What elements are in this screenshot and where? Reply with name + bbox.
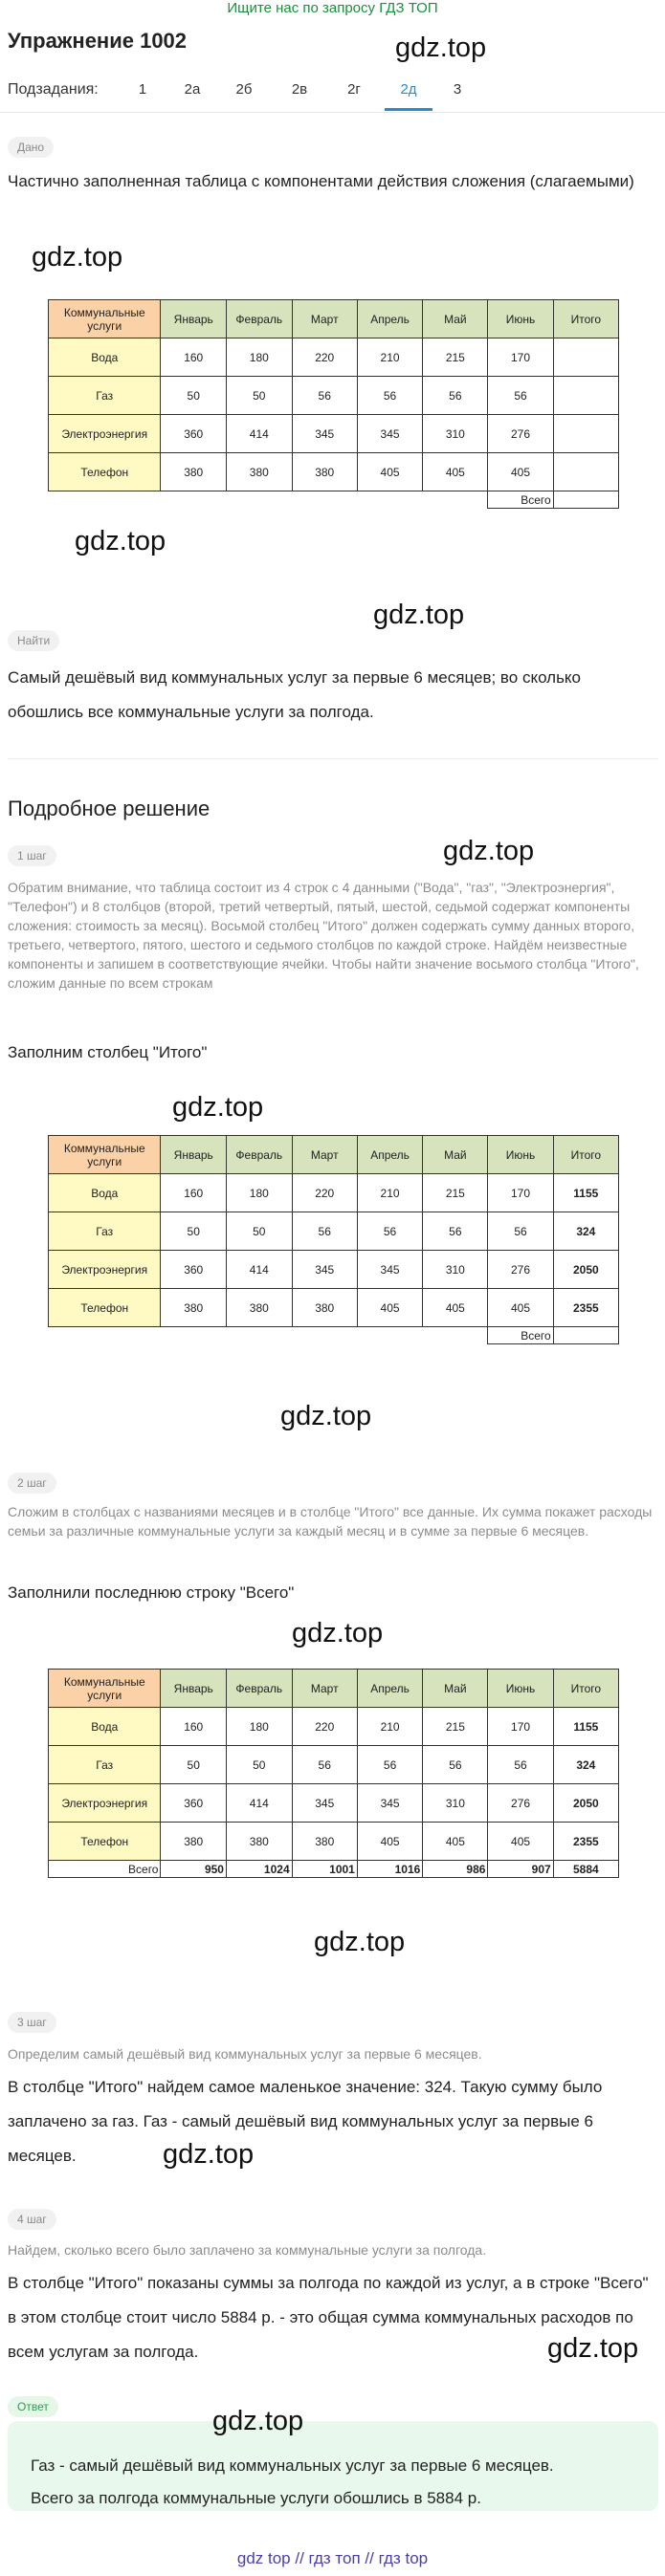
- grand-total: 5884: [553, 1861, 618, 1878]
- cell: 405: [423, 1289, 488, 1327]
- tab-subtask-2b[interactable]: 2б: [235, 81, 253, 98]
- month-header: Февраль: [226, 300, 292, 338]
- cell: 50: [226, 1212, 292, 1251]
- tab-subtask-2d[interactable]: 2д: [400, 81, 417, 98]
- month-header: Июнь: [488, 1670, 553, 1708]
- row-total: 324: [553, 1746, 618, 1784]
- row-total: 324: [553, 1212, 618, 1251]
- column-total: 950: [161, 1861, 226, 1878]
- cell: 56: [488, 1746, 553, 1784]
- cell: 405: [488, 1289, 553, 1327]
- cell: 50: [226, 1746, 292, 1784]
- cell: 405: [423, 453, 488, 491]
- cell: 210: [357, 338, 422, 377]
- month-header: Апрель: [357, 300, 422, 338]
- footer-separator: //: [295, 2549, 304, 2567]
- empty-total-cell: [553, 1327, 618, 1344]
- cell: 380: [226, 453, 292, 491]
- empty-total-cell: [553, 377, 618, 415]
- step3-explanation: Определим самый дешёвый вид коммунальных услуг за первые 6 месяцев.: [8, 2046, 482, 2062]
- cell: 180: [226, 1708, 292, 1746]
- footer-spacer: [49, 1327, 488, 1344]
- section-divider: [8, 758, 658, 759]
- cell: 215: [423, 338, 488, 377]
- top-search-link[interactable]: Ищите нас по запросу ГДЗ ТОП: [227, 0, 438, 16]
- row-label: Электроэнергия: [49, 1784, 161, 1823]
- cell: 56: [292, 1212, 357, 1251]
- cell: 380: [292, 1289, 357, 1327]
- month-header: Апрель: [357, 1670, 422, 1708]
- cell: 345: [357, 1251, 422, 1289]
- footer-separator: //: [365, 2549, 374, 2567]
- watermark: gdz.top: [32, 242, 123, 273]
- step3-pill: 3 шаг: [8, 2012, 56, 2033]
- cell: 360: [161, 1251, 226, 1289]
- watermark: gdz.top: [163, 2139, 255, 2170]
- cell: 160: [161, 1174, 226, 1212]
- watermark: gdz.top: [75, 526, 166, 557]
- solution-title: Подробное решение: [8, 797, 211, 820]
- cell: 56: [357, 1212, 422, 1251]
- row-label: Газ: [49, 377, 161, 415]
- cell: 345: [357, 1784, 422, 1823]
- cell: 360: [161, 415, 226, 453]
- watermark: gdz.top: [314, 1927, 406, 1957]
- table-row: [49, 1289, 619, 1327]
- cell: 380: [161, 1289, 226, 1327]
- row-total: 1155: [553, 1708, 618, 1746]
- table-row: [49, 453, 619, 491]
- row-label: Газ: [49, 1212, 161, 1251]
- row-label: Электроэнергия: [49, 415, 161, 453]
- month-header: Март: [292, 1670, 357, 1708]
- cell: 56: [292, 377, 357, 415]
- step2-text: Заполнили последнюю строку "Всего": [8, 1583, 295, 1602]
- cell: 160: [161, 338, 226, 377]
- cell: 170: [488, 1174, 553, 1212]
- footer-link[interactable]: gdz top: [236, 2549, 291, 2567]
- table-row: [49, 1746, 619, 1784]
- cell: 220: [292, 1174, 357, 1212]
- footer-link[interactable]: гдз top: [378, 2549, 429, 2567]
- filled-total-table: [48, 1135, 619, 1344]
- row-label: Телефон: [49, 1823, 161, 1861]
- complete-table: [48, 1669, 619, 1878]
- cell: 50: [161, 377, 226, 415]
- cell: 50: [161, 1212, 226, 1251]
- cell: 56: [423, 1212, 488, 1251]
- column-total: 1024: [226, 1861, 292, 1878]
- cell: 360: [161, 1784, 226, 1823]
- month-header: Февраль: [226, 1670, 292, 1708]
- given-table: [48, 299, 619, 509]
- empty-total-cell: [553, 338, 618, 377]
- given-text: Частично заполненная таблица с компонентами действия сложения (слагаемыми): [8, 172, 634, 190]
- month-header: Январь: [161, 1670, 226, 1708]
- table-row: [49, 338, 619, 377]
- table-row: [49, 1174, 619, 1212]
- cell: 380: [226, 1289, 292, 1327]
- cell: 56: [292, 1746, 357, 1784]
- month-header: Январь: [161, 300, 226, 338]
- answer-line-2: Всего за полгода коммунальные услуги обошлись в 5884 р.: [31, 2489, 481, 2507]
- cell: 180: [226, 338, 292, 377]
- tab-subtask-3[interactable]: 3: [453, 81, 462, 98]
- footer-spacer: [49, 491, 488, 509]
- table-row: [49, 415, 619, 453]
- cell: 414: [226, 1251, 292, 1289]
- step3-text: В столбце "Итого" найдем самое маленькое значение: 324. Такую сумму было заплачено за газ. Газ - самый дешёвый вид коммунальных услуг за первые 6 месяцев.: [8, 2078, 603, 2165]
- total-header: Итого: [553, 1670, 618, 1708]
- cell: 345: [292, 1251, 357, 1289]
- step1-pill: 1 шаг: [8, 845, 56, 866]
- subtasks-label: Подзадания:: [8, 81, 99, 98]
- cell: 276: [488, 415, 553, 453]
- cell: 345: [292, 415, 357, 453]
- watermark: gdz.top: [373, 600, 465, 630]
- cell: 56: [357, 1746, 422, 1784]
- step2-explanation: Сложим в столбцах с названиями месяцев и в столбце "Итого" все данные. Их сумма покажет расходы семьи за различные коммунальные услуги за каждый месяц и в сумме за первые 6 месяцев.: [8, 1504, 653, 1539]
- step2-pill: 2 шаг: [8, 1473, 56, 1494]
- row-label: Вода: [49, 1708, 161, 1746]
- cell: 56: [488, 1212, 553, 1251]
- cell: 414: [226, 415, 292, 453]
- column-total: 986: [423, 1861, 488, 1878]
- cell: 405: [488, 453, 553, 491]
- cell: 345: [357, 415, 422, 453]
- tabs-divider: [0, 112, 665, 113]
- cell: 405: [357, 1289, 422, 1327]
- row-label: Электроэнергия: [49, 1251, 161, 1289]
- watermark: gdz.top: [280, 1401, 372, 1431]
- table-corner-cell: Коммунальные услуги: [49, 1670, 161, 1708]
- step1-explanation: Обратим внимание, что таблица состоит из 4 строк с 4 данными ("Вода", "газ", "Электроэнергия", "Телефон") и 8 столбцов (второй, третий четвертый, пятый, шестой, седьмой содержат компоненты сложения: стоимость за месяц). Восьмой столбец "Итого" должен содержать сумму данных второго, третьего, четвертого, пятого, шестого и седьмого столбцов по каждой строке. Найдём неизвестные компоненты и запишем в соответствующие ячейки. Чтобы найти значение восьмого столбца "Итого", сложим данные по всем строкам: [8, 880, 639, 991]
- step4-pill: 4 шаг: [8, 2209, 56, 2230]
- cell: 210: [357, 1174, 422, 1212]
- total-row-label: Всего: [488, 1327, 553, 1344]
- table-corner-cell: Коммунальные услуги: [49, 1136, 161, 1174]
- month-header: Январь: [161, 1136, 226, 1174]
- answer-line-1: Газ - самый дешёвый вид коммунальных услуг за первые 6 месяцев.: [31, 2456, 554, 2475]
- table-row: [49, 1823, 619, 1861]
- empty-total-cell: [553, 453, 618, 491]
- find-text: Самый дешёвый вид коммунальных услуг за первые 6 месяцев; во сколько обошлись все коммунальные услуги за полгода.: [8, 668, 582, 721]
- table-row: [49, 1212, 619, 1251]
- total-header: Итого: [553, 1136, 618, 1174]
- cell: 405: [488, 1823, 553, 1861]
- row-total: 2050: [553, 1251, 618, 1289]
- row-total: 1155: [553, 1174, 618, 1212]
- watermark: gdz.top: [547, 2333, 639, 2364]
- cell: 380: [292, 453, 357, 491]
- cell: 380: [161, 1823, 226, 1861]
- cell: 310: [423, 415, 488, 453]
- month-header: Май: [423, 1136, 488, 1174]
- cell: 405: [357, 1823, 422, 1861]
- empty-total-cell: [553, 415, 618, 453]
- cell: 276: [488, 1251, 553, 1289]
- cell: 50: [161, 1746, 226, 1784]
- cell: 56: [423, 377, 488, 415]
- tab-subtask-1[interactable]: 1: [138, 81, 147, 98]
- month-header: Апрель: [357, 1136, 422, 1174]
- table-row: [49, 1784, 619, 1823]
- watermark: gdz.top: [292, 1618, 384, 1648]
- watermark: gdz.top: [443, 836, 535, 866]
- tab-subtask-2a[interactable]: 2а: [184, 81, 201, 98]
- total-row-label: Всего: [488, 491, 553, 509]
- step1-text: Заполним столбец "Итого": [8, 1043, 208, 1061]
- cell: 345: [292, 1784, 357, 1823]
- column-total: 1016: [357, 1861, 422, 1878]
- cell: 405: [423, 1823, 488, 1861]
- tab-subtask-2g[interactable]: 2г: [347, 81, 361, 98]
- watermark: gdz.top: [212, 2406, 304, 2436]
- cell: 220: [292, 338, 357, 377]
- cell: 405: [357, 453, 422, 491]
- cell: 215: [423, 1708, 488, 1746]
- cell: 220: [292, 1708, 357, 1746]
- table-corner-cell: Коммунальные услуги: [49, 300, 161, 338]
- cell: 276: [488, 1784, 553, 1823]
- row-label: Вода: [49, 1174, 161, 1212]
- total-row-label: Всего: [49, 1861, 161, 1878]
- month-header: Март: [292, 300, 357, 338]
- table-row: [49, 1708, 619, 1746]
- month-header: Май: [423, 300, 488, 338]
- month-header: Февраль: [226, 1136, 292, 1174]
- total-header: Итого: [553, 300, 618, 338]
- column-total: 1001: [292, 1861, 357, 1878]
- table-row: [49, 377, 619, 415]
- cell: 170: [488, 338, 553, 377]
- answer-pill: Ответ: [8, 2396, 58, 2417]
- empty-total-cell: [553, 491, 618, 509]
- cell: 56: [357, 377, 422, 415]
- tab-subtask-2v[interactable]: 2в: [291, 81, 308, 98]
- row-label: Вода: [49, 338, 161, 377]
- cell: 414: [226, 1784, 292, 1823]
- column-total: 907: [488, 1861, 553, 1878]
- month-header: Май: [423, 1670, 488, 1708]
- month-header: Июнь: [488, 1136, 553, 1174]
- cell: 380: [226, 1823, 292, 1861]
- table-row: [49, 1251, 619, 1289]
- page-title: Упражнение 1002: [8, 29, 188, 53]
- month-header: Июнь: [488, 300, 553, 338]
- row-total: 2355: [553, 1289, 618, 1327]
- cell: 215: [423, 1174, 488, 1212]
- cell: 210: [357, 1708, 422, 1746]
- row-label: Телефон: [49, 1289, 161, 1327]
- cell: 170: [488, 1708, 553, 1746]
- watermark: gdz.top: [172, 1092, 264, 1123]
- cell: 56: [423, 1746, 488, 1784]
- watermark: gdz.top: [395, 33, 487, 63]
- cell: 310: [423, 1251, 488, 1289]
- given-pill: Дано: [8, 137, 54, 158]
- cell: 380: [161, 453, 226, 491]
- cell: 180: [226, 1174, 292, 1212]
- step4-text: В столбце "Итого" показаны суммы за полгода по каждой из услуг, а в строке "Всего" в этом столбце стоит число 5884 р. - это общая сумма коммунальных расходов по всем услугам за полгода.: [8, 2274, 649, 2361]
- row-label: Газ: [49, 1746, 161, 1784]
- row-label: Телефон: [49, 453, 161, 491]
- step4-explanation: Найдем, сколько всего было заплачено за коммунальные услуги за полгода.: [8, 2242, 487, 2258]
- cell: 56: [488, 377, 553, 415]
- cell: 310: [423, 1784, 488, 1823]
- cell: 160: [161, 1708, 226, 1746]
- cell: 380: [292, 1823, 357, 1861]
- bottom-links: [0, 2549, 665, 2568]
- cell: 50: [226, 377, 292, 415]
- row-total: 2355: [553, 1823, 618, 1861]
- row-total: 2050: [553, 1784, 618, 1823]
- footer-link[interactable]: гдз топ: [308, 2549, 361, 2567]
- active-tab-indicator: [385, 108, 432, 111]
- month-header: Март: [292, 1136, 357, 1174]
- find-pill: Найти: [8, 630, 59, 651]
